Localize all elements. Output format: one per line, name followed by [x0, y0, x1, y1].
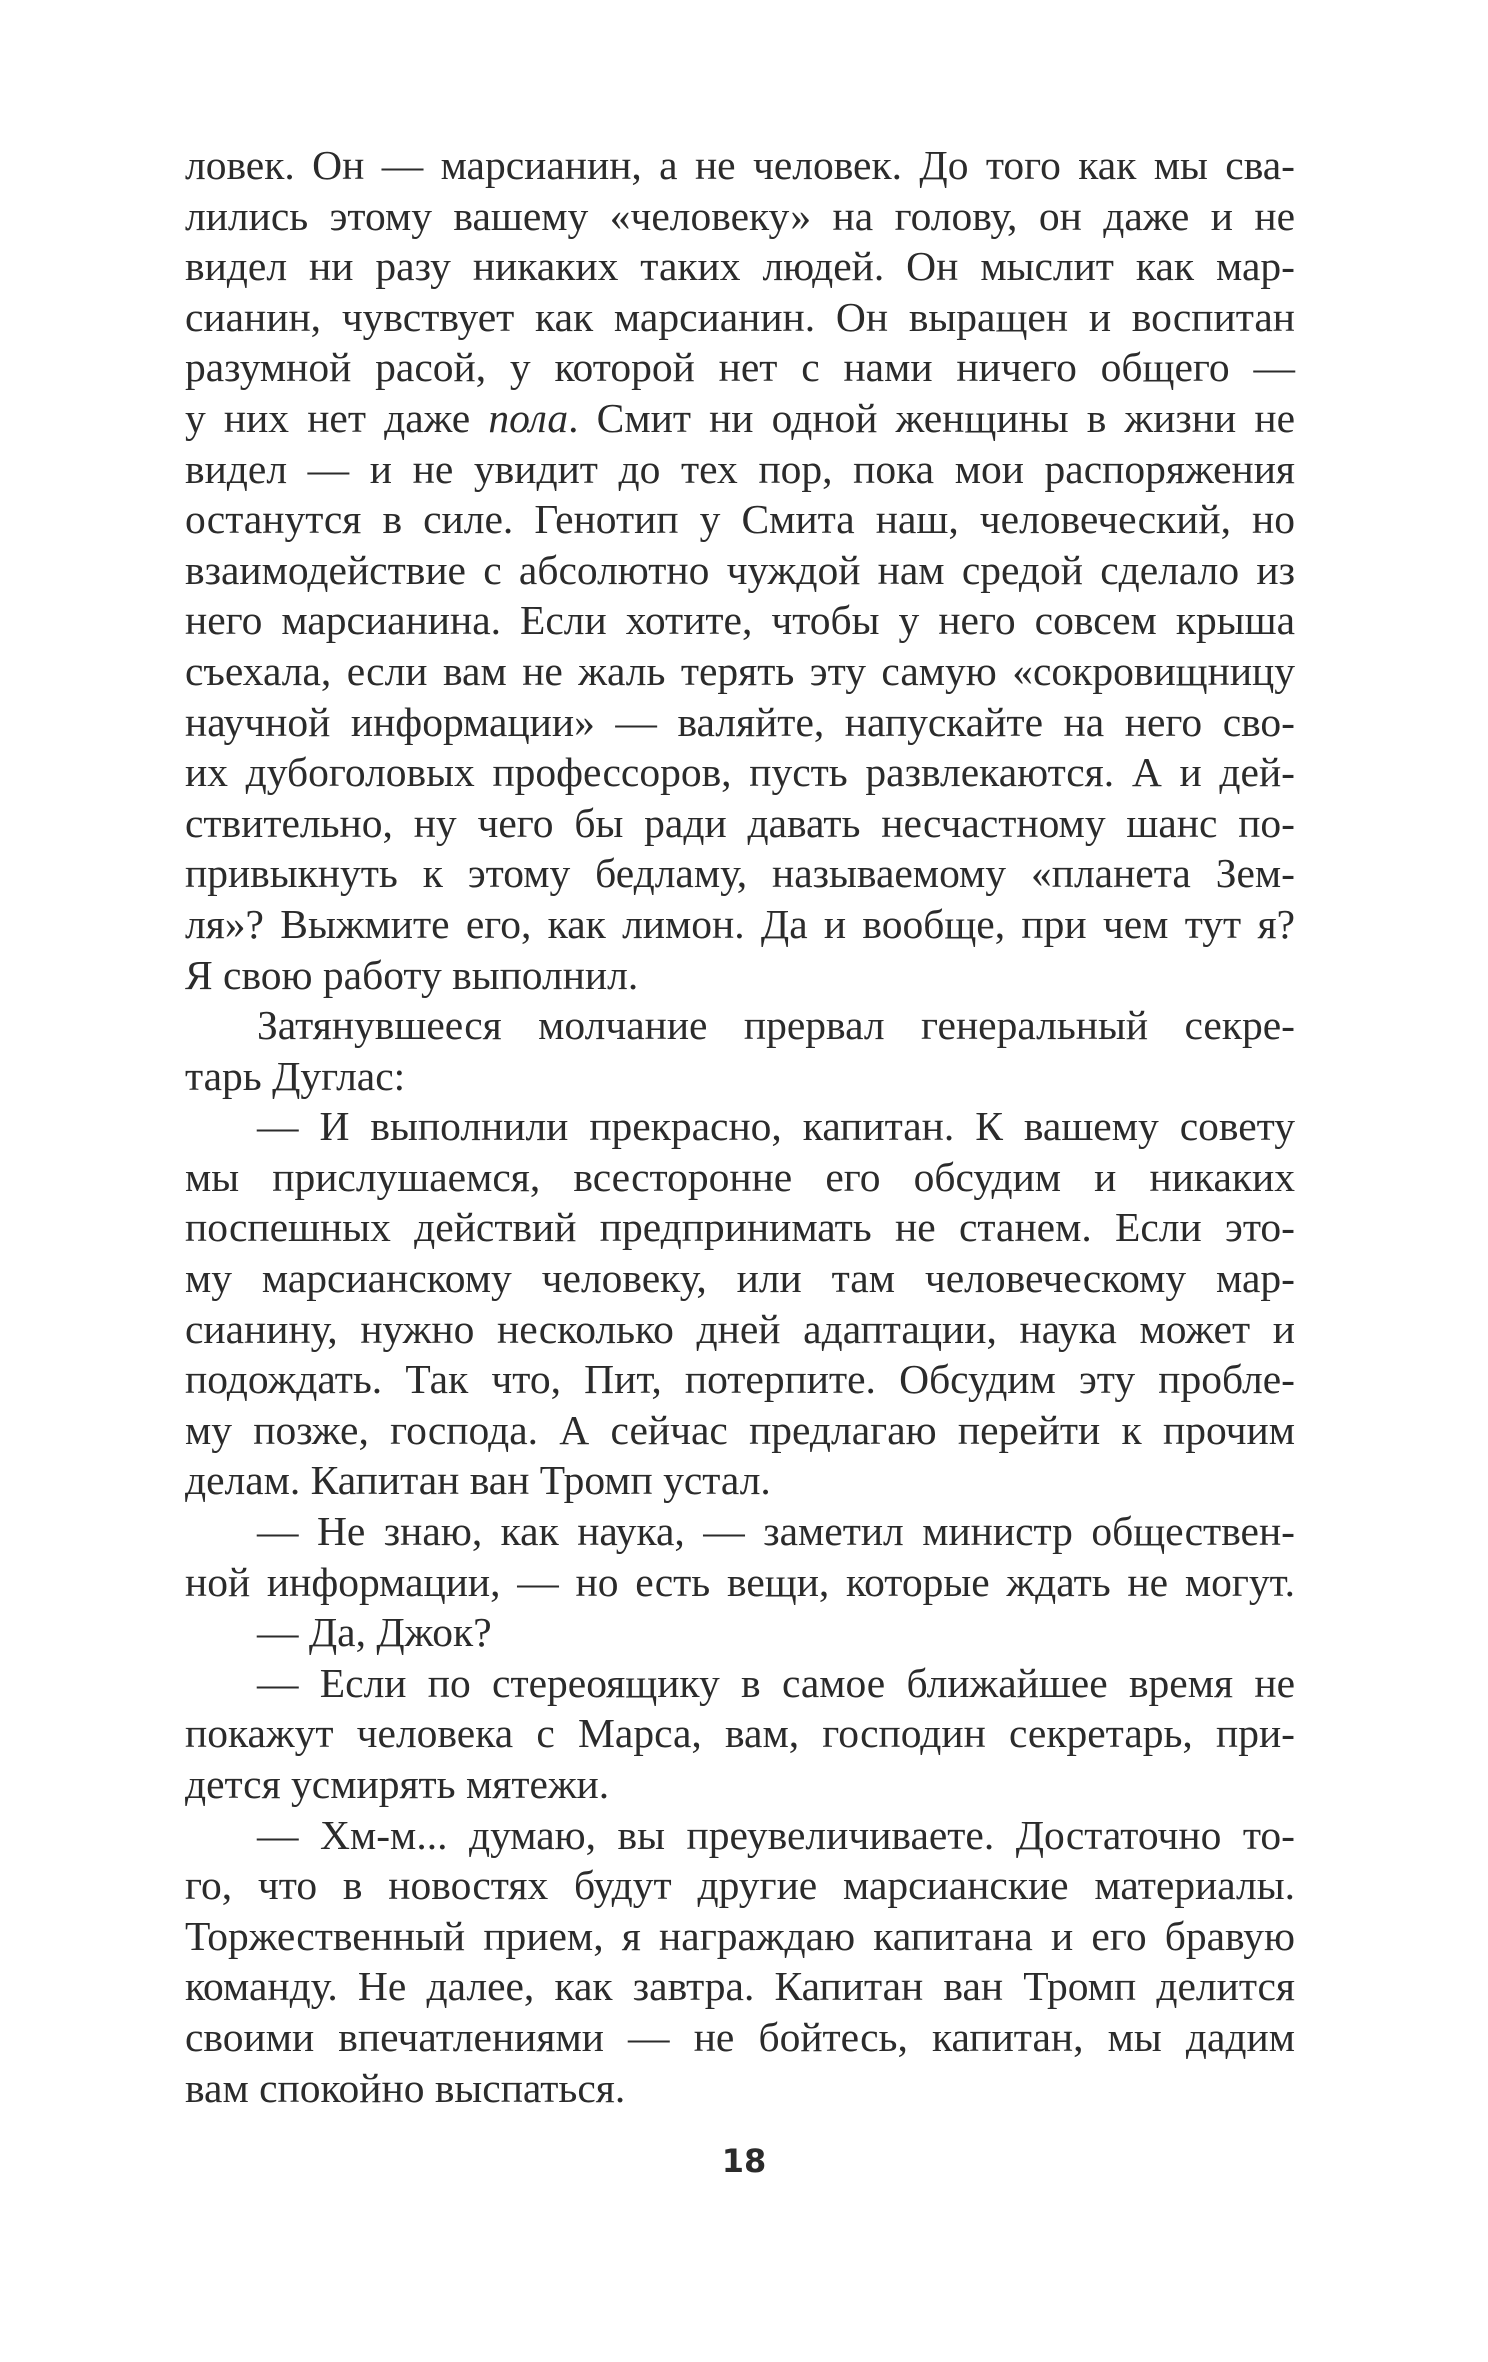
text-line: привыкнуть к этому бедламу, называемому «планета Зем- — [185, 850, 1295, 897]
text-line: лились этому вашему «человеку» на голову, он даже и не — [185, 192, 1295, 239]
text-line: их дубоголовых профессоров, пусть развлекаются. А и дей- — [185, 749, 1295, 796]
text-line: покажут человека с Марса, вам, господин секретарь, при- — [185, 1710, 1295, 1757]
text-line: му позже, господа. А сейчас предлагаю перейти к прочим — [185, 1406, 1295, 1453]
text-line: ля»? Выжмите его, как лимон. Да и вообще, при чем тут я? — [185, 900, 1295, 947]
text-line: ной информации, — но есть вещи, которые ждать не могут. — [185, 1558, 1295, 1605]
text-line: него марсианина. Если хотите, чтобы у него совсем крыша — [185, 597, 1295, 644]
text-line: ловек. Он — марсианин, а не человек. До того как мы сва- — [185, 142, 1295, 188]
text-line: дется усмирять мятежи. — [185, 1761, 610, 1807]
text-line: — Хм-м... думаю, вы преувеличиваете. Достаточно то- — [257, 1811, 1295, 1858]
emphasized-word: пола — [488, 394, 569, 441]
text-line: команду. Не далее, как завтра. Капитан ван Тромп делится — [185, 1963, 1295, 2010]
text-line: тарь Дуглас: — [185, 1052, 406, 1099]
text-line: ствительно, ну чего бы ради давать несчастному шанс по- — [185, 799, 1295, 846]
text-line: — Если по стереоящику в самое ближайшее время не — [257, 1659, 1295, 1706]
text-line: му марсианскому человеку, или там человеческому мар- — [185, 1255, 1295, 1302]
text-line: делам. Капитан ван Тромп устал. — [185, 1457, 771, 1504]
page-number: 18 — [721, 2142, 767, 2180]
text-line: вам спокойно выспаться. — [185, 2064, 626, 2111]
text-line: мы прислушаемся, всесторонне его обсудим и никаких — [185, 1153, 1295, 1200]
text-line: — Да, Джок? — [257, 1609, 492, 1656]
body-text — [185, 140, 1295, 2113]
text-line: научной информации» — валяйте, напускайте на него сво- — [185, 698, 1295, 745]
text-line: Я свою работу выполнил. — [185, 951, 639, 998]
text-line: своими впечатлениями — не бойтесь, капитан, мы дадим — [185, 2013, 1295, 2060]
text-line: у них нет даже пола. Смит ни одной женщины в жизни не — [185, 394, 1295, 441]
text-line: сианину, нужно несколько дней адаптации, наука может и — [185, 1305, 1295, 1352]
text-line: Затянувшееся молчание прервал генеральный секре- — [257, 1002, 1295, 1049]
text-line: видел — и не увидит до тех пор, пока мои распоряжения — [185, 445, 1295, 492]
text-line: сианин, чувствует как марсианин. Он выращен и воспитан — [185, 293, 1295, 340]
text-line: видел ни разу никаких таких людей. Он мыслит как мар- — [185, 243, 1295, 290]
text-line: разумной расой, у которой нет с нами ничего общего — — [185, 344, 1295, 391]
text-line: взаимодействие с абсолютно чуждой нам средой сделало из — [185, 546, 1295, 593]
text-line: останутся в силе. Генотип у Смита наш, человеческий, но — [185, 496, 1295, 543]
text-line: — И выполнили прекрасно, капитан. К вашему совету — [257, 1103, 1295, 1150]
text-line: съехала, если вам не жаль терять эту самую «сокровищницу — [185, 647, 1295, 694]
text-line: го, что в новостях будут другие марсианские материалы. — [185, 1862, 1295, 1909]
text-line: поспешных действий предпринимать не станем. Если это- — [185, 1204, 1295, 1251]
text-line: подождать. Так что, Пит, потерпите. Обсудим эту пробле- — [185, 1356, 1295, 1403]
text-line: Торжественный прием, я награждаю капитана и его бравую — [185, 1912, 1295, 1959]
text-line: — Не знаю, как наука, — заметил министр обществен- — [257, 1508, 1295, 1555]
